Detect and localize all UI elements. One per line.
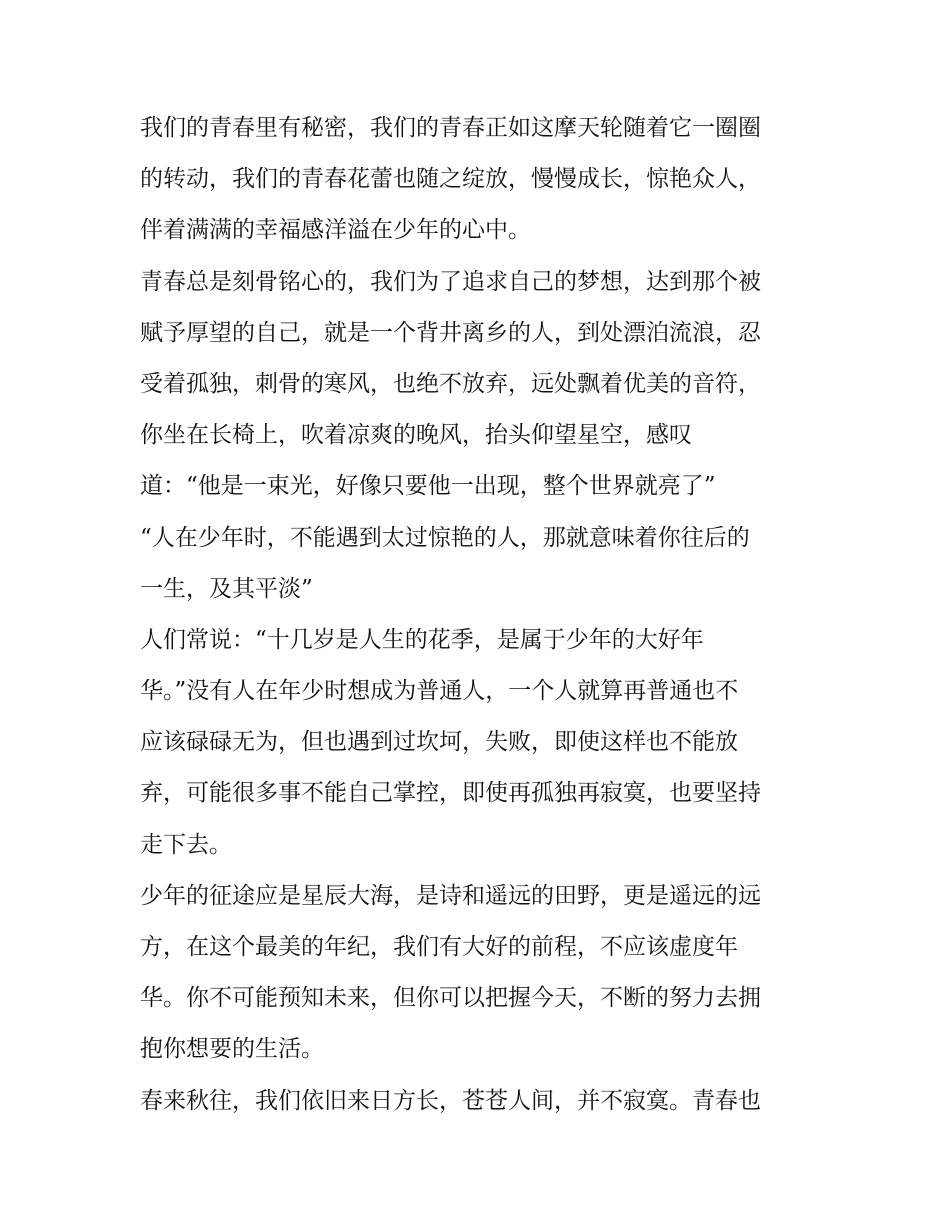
text-line: 的转动，我们的青春花蕾也随之绽放，慢慢成长，惊艳众人，: [140, 166, 761, 193]
text-line: 你坐在长椅上，吹着凉爽的晚风，抬头仰望星空，感叹: [140, 422, 692, 449]
text-line: 赋予厚望的自己，就是一个背井离乡的人，到处漂泊流浪，忍: [140, 319, 761, 346]
text-line: 青春总是刻骨铭心的，我们为了追求自己的梦想，达到那个被: [140, 268, 761, 295]
text-line: 一生，及其平淡”: [140, 575, 313, 602]
text-line: 春来秋往，我们依旧来日方长，苍苍人间，并不寂寞。青春也: [140, 1087, 761, 1114]
document-body: [140, 103, 830, 1127]
text-line: 少年的征途应是星辰大海，是诗和遥远的田野，更是遥远的远: [140, 882, 761, 909]
text-line: 走下去。: [140, 831, 232, 858]
text-line: 弃，可能很多事不能自己掌控，即使再孤独再寂寞，也要坚持: [140, 780, 761, 807]
text-line: 我们的青春里有秘密，我们的青春正如这摩天轮随着它一圈圈: [140, 115, 761, 141]
text-line: 华。你不可能预知未来，但你可以把握今天，不断的努力去拥: [140, 985, 761, 1012]
text-line: 人们常说：“十几岁是人生的花季，是属于少年的大好年: [140, 626, 704, 653]
text-line: 伴着满满的幸福感洋溢在少年的心中。: [140, 217, 531, 244]
text-line: 华。”没有人在年少时想成为普通人，一个人就算再普通也不: [140, 678, 739, 705]
text-line: “人在少年时，不能遇到太过惊艳的人，那就意味着你往后的: [140, 524, 750, 551]
text-line: 抱你想要的生活。: [140, 1036, 324, 1063]
text-line: 道：“他是一束光，好像只要他一出现，整个世界就亮了”: [140, 473, 716, 500]
text-line: 方，在这个最美的年纪，我们有大好的前程，不应该虚度年: [140, 934, 738, 960]
text-line: 受着孤独，刺骨的寒风，也绝不放弃，远处飘着优美的音符，: [140, 370, 761, 397]
text-line: 应该碌碌无为，但也遇到过坎坷，失败，即使这样也不能放: [140, 729, 738, 756]
